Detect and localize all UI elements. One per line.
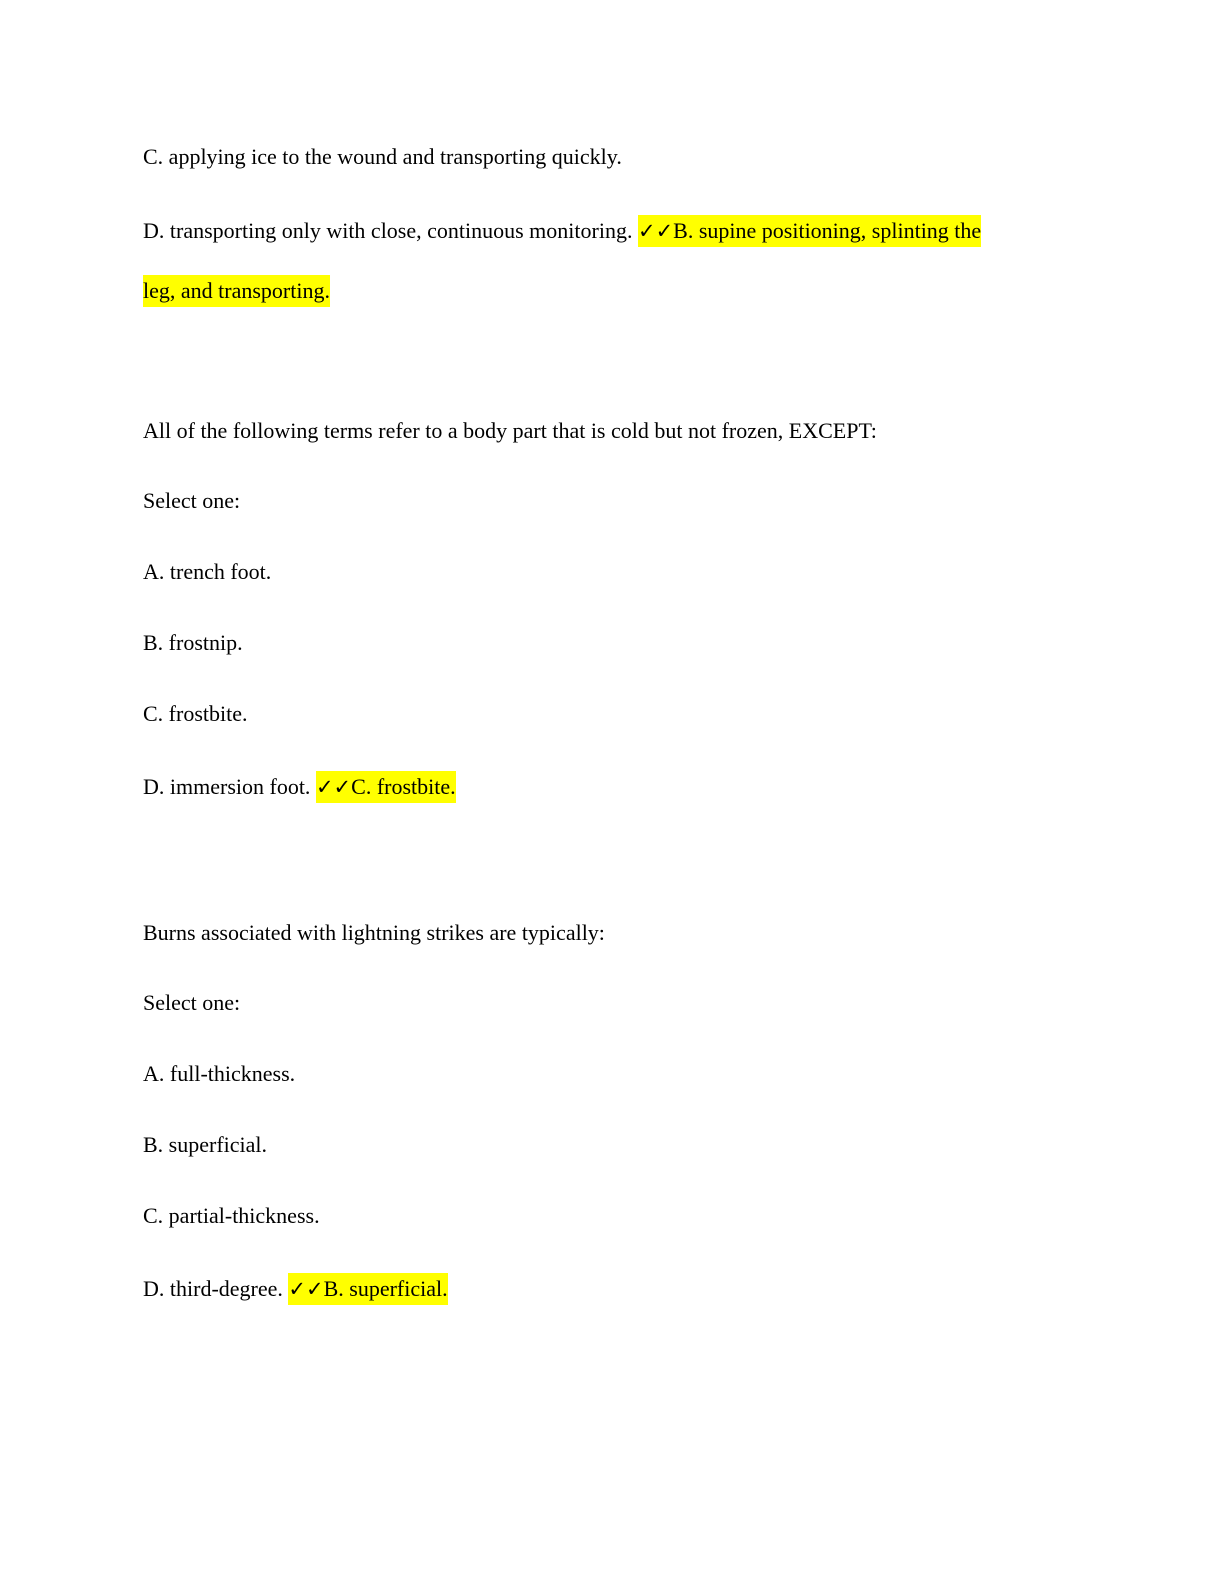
answer-highlight (638, 215, 981, 247)
double-check-icon: ✓✓ (637, 219, 674, 243)
answer-highlight (316, 771, 456, 803)
answer-highlight: leg, and transporting. (143, 275, 330, 307)
select-one-prompt: Select one: (143, 990, 241, 1015)
option-b-text: B. superficial. (143, 1132, 268, 1157)
option-b-text: B. frostnip. (143, 630, 243, 655)
question-lightning-text: Burns associated with lightning strikes are typically: (143, 920, 605, 945)
option-d-text: D. transporting only with close, continuous monitoring. (143, 218, 633, 243)
option-a-text: A. full-thickness. (143, 1061, 296, 1086)
option-d-text: D. third-degree. (143, 1276, 283, 1301)
option-d-text: D. immersion foot. (143, 774, 311, 799)
option-d-line (143, 218, 981, 244)
option-c-text: C. partial-thickness. (143, 1203, 320, 1228)
option-c-text: C. applying ice to the wound and transporting quickly. (143, 144, 622, 169)
double-check-icon: ✓✓ (315, 775, 352, 799)
answer-text: B. supine positioning, splinting the (673, 218, 982, 243)
option-d-line (143, 774, 456, 800)
answer-continuation-line (143, 278, 330, 304)
question-cold-text: All of the following terms refer to a body part that is cold but not frozen, EXCEPT: (143, 418, 877, 443)
option-a-text: A. trench foot. (143, 559, 272, 584)
double-check-icon: ✓✓ (288, 1277, 324, 1301)
answer-text: B. superficial. (323, 1276, 448, 1301)
option-c-text: C. frostbite. (143, 701, 248, 726)
select-one-prompt: Select one: (143, 488, 241, 513)
answer-text: C. frostbite. (351, 774, 456, 799)
answer-highlight (288, 1273, 447, 1305)
option-d-line (143, 1276, 448, 1302)
